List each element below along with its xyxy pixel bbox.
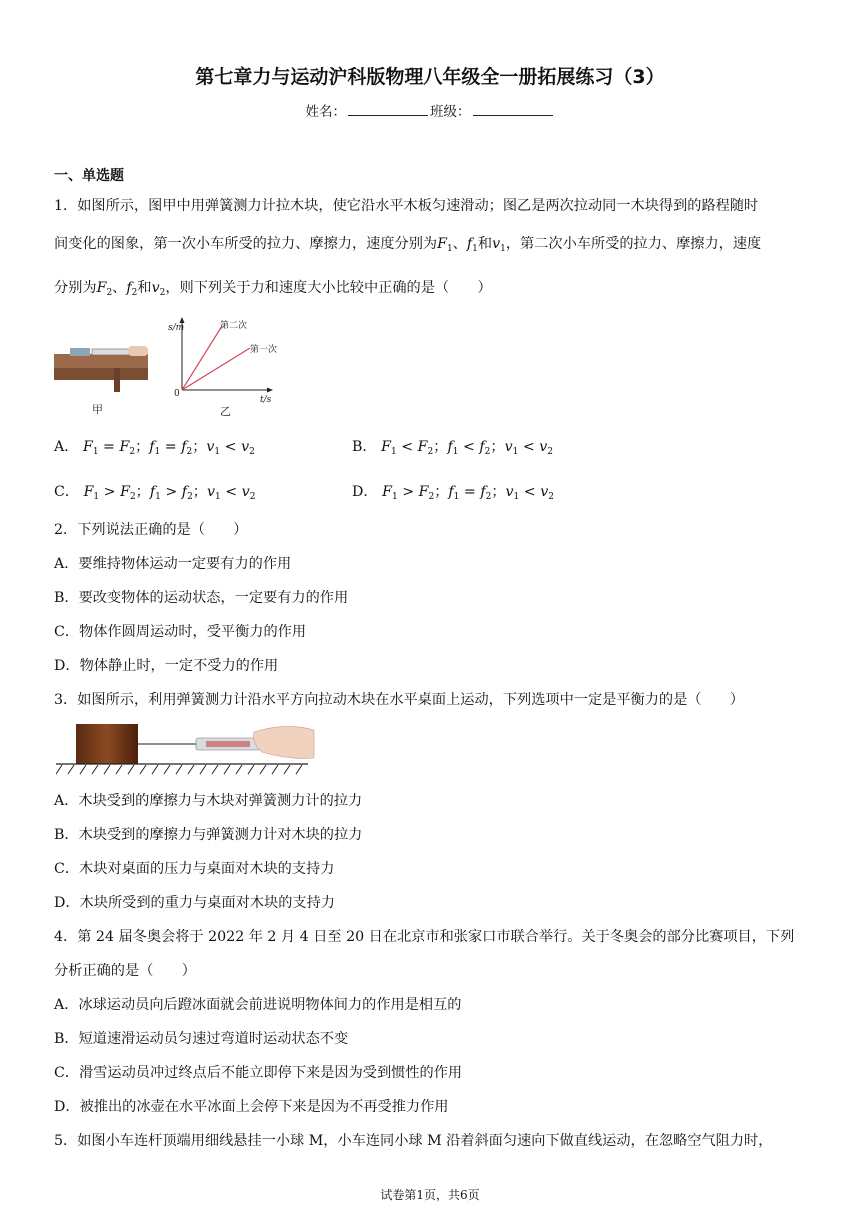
graph-origin: 0 — [174, 389, 180, 399]
hand — [128, 346, 148, 356]
q4-option-c[interactable]: C．滑雪运动员冲过终点后不能立即停下来是因为受到惯性的作用 — [54, 1065, 463, 1081]
q2-option-d[interactable]: D．物体静止时，一定不受力的作用 — [54, 658, 279, 674]
line-second — [182, 326, 222, 390]
q2-option-b[interactable]: B．要改变物体的运动状态，一定要有力的作用 — [54, 590, 349, 606]
q1-option-b[interactable]: B． $F_1 < F_2$；$f_1 < f_2$；$v_1 < v_2$ — [352, 439, 553, 457]
q3-option-a[interactable]: A．木块受到的摩擦力与木块对弹簧测力计的拉力 — [54, 793, 363, 809]
block — [70, 348, 90, 356]
fig-label-yi: 乙 — [220, 405, 231, 418]
q1-line-3: 分别为$F_2$、$f_2$和$v_2$，则下列关于力和速度大小比较中正确的是（ ） — [54, 280, 492, 298]
q4-line-2: 分析正确的是（ ） — [54, 963, 196, 979]
q1-line-2: 间变化的图象，第一次小车所受的拉力、摩擦力，速度分别为$F_1$、$f_1$和$v_1$，第二次小车所受的拉力、摩擦力，速度 — [54, 236, 762, 254]
hand — [254, 726, 314, 758]
q2-stem: 2．下列说法正确的是（ ） — [54, 522, 248, 538]
fig-label-jia: 甲 — [92, 403, 103, 416]
page-title: 第七章力与运动沪科版物理八年级全一册拓展练习（3） — [195, 66, 665, 88]
name-label: 姓名： — [305, 104, 346, 120]
line-first — [182, 348, 250, 390]
class-blank[interactable] — [473, 102, 553, 116]
graph-ylabel: s/m — [168, 323, 185, 333]
q2-option-c[interactable]: C．物体作圆周运动时，受平衡力的作用 — [54, 624, 307, 640]
student-info-row — [0, 100, 860, 120]
label-first: 第一次 — [250, 345, 278, 355]
page-footer: 试卷第1页，共6页 — [380, 1188, 480, 1202]
q3-stem: 3．如图所示，利用弹簧测力计沿水平方向拉动木块在水平桌面上运动，下列选项中一定是平衡力的是（ ） — [54, 692, 745, 708]
wooden-block — [76, 724, 138, 764]
q3-option-c[interactable]: C．木块对桌面的压力与桌面对木块的支持力 — [54, 861, 335, 877]
q3-option-d[interactable]: D．木块所受到的重力与桌面对木块的支持力 — [54, 895, 335, 911]
hatch-lines — [56, 765, 302, 774]
q1-option-a[interactable]: A． $F_1 = F_2$；$f_1 = f_2$；$v_1 < v_2$ — [54, 439, 255, 457]
name-blank[interactable] — [348, 102, 428, 116]
q4-option-a[interactable]: A．冰球运动员向后蹬冰面就会前进说明物体间力的作用是相互的 — [54, 997, 462, 1013]
q2-option-a[interactable]: A．要维持物体运动一定要有力的作用 — [54, 556, 292, 572]
class-label: 班级： — [430, 104, 471, 120]
q1-graph-yi — [160, 314, 285, 420]
spring-scale — [92, 349, 130, 355]
label-second: 第二次 — [220, 321, 248, 331]
q4-option-d[interactable]: D．被推出的冰壶在水平冰面上会停下来是因为不再受推力作用 — [54, 1099, 449, 1115]
q5-line-1: 5．如图小车连杆顶端用细线悬挂一小球 M，小车连同小球 M 沿着斜面匀速向下做直线运动，在忽略空气阻力时， — [54, 1133, 773, 1149]
q1-option-d[interactable]: D． $F_1 > F_2$；$f_1 = f_2$；$v_1 < v_2$ — [352, 484, 554, 502]
board-front — [54, 368, 148, 380]
table-leg — [114, 368, 120, 392]
board-top — [54, 354, 148, 368]
section-heading: 一、单选题 — [54, 168, 124, 184]
q1-line-1: 1．如图所示，图甲中用弹簧测力计拉木块，使它沿水平木板匀速滑动；图乙是两次拉动同一木块得到的路程随时 — [54, 198, 759, 214]
graph-xlabel: t/s — [260, 395, 272, 405]
q4-option-b[interactable]: B．短道速滑运动员匀速过弯道时运动状态不变 — [54, 1031, 349, 1047]
q3-option-b[interactable]: B．木块受到的摩擦力与弹簧测力计对木块的拉力 — [54, 827, 363, 843]
q1-option-c[interactable]: C． $F_1 > F_2$；$f_1 > f_2$；$v_1 < v_2$ — [54, 484, 256, 502]
q3-figure — [56, 722, 318, 778]
spring-scale-scale — [206, 741, 250, 747]
x-axis-arrow — [267, 388, 273, 393]
q4-line-1: 4．第 24 届冬奥会将于 2022 年 2 月 4 日至 20 日在北京市和张家口市联合举行。关于冬奥会的部分比赛项目，下列 — [54, 929, 795, 945]
